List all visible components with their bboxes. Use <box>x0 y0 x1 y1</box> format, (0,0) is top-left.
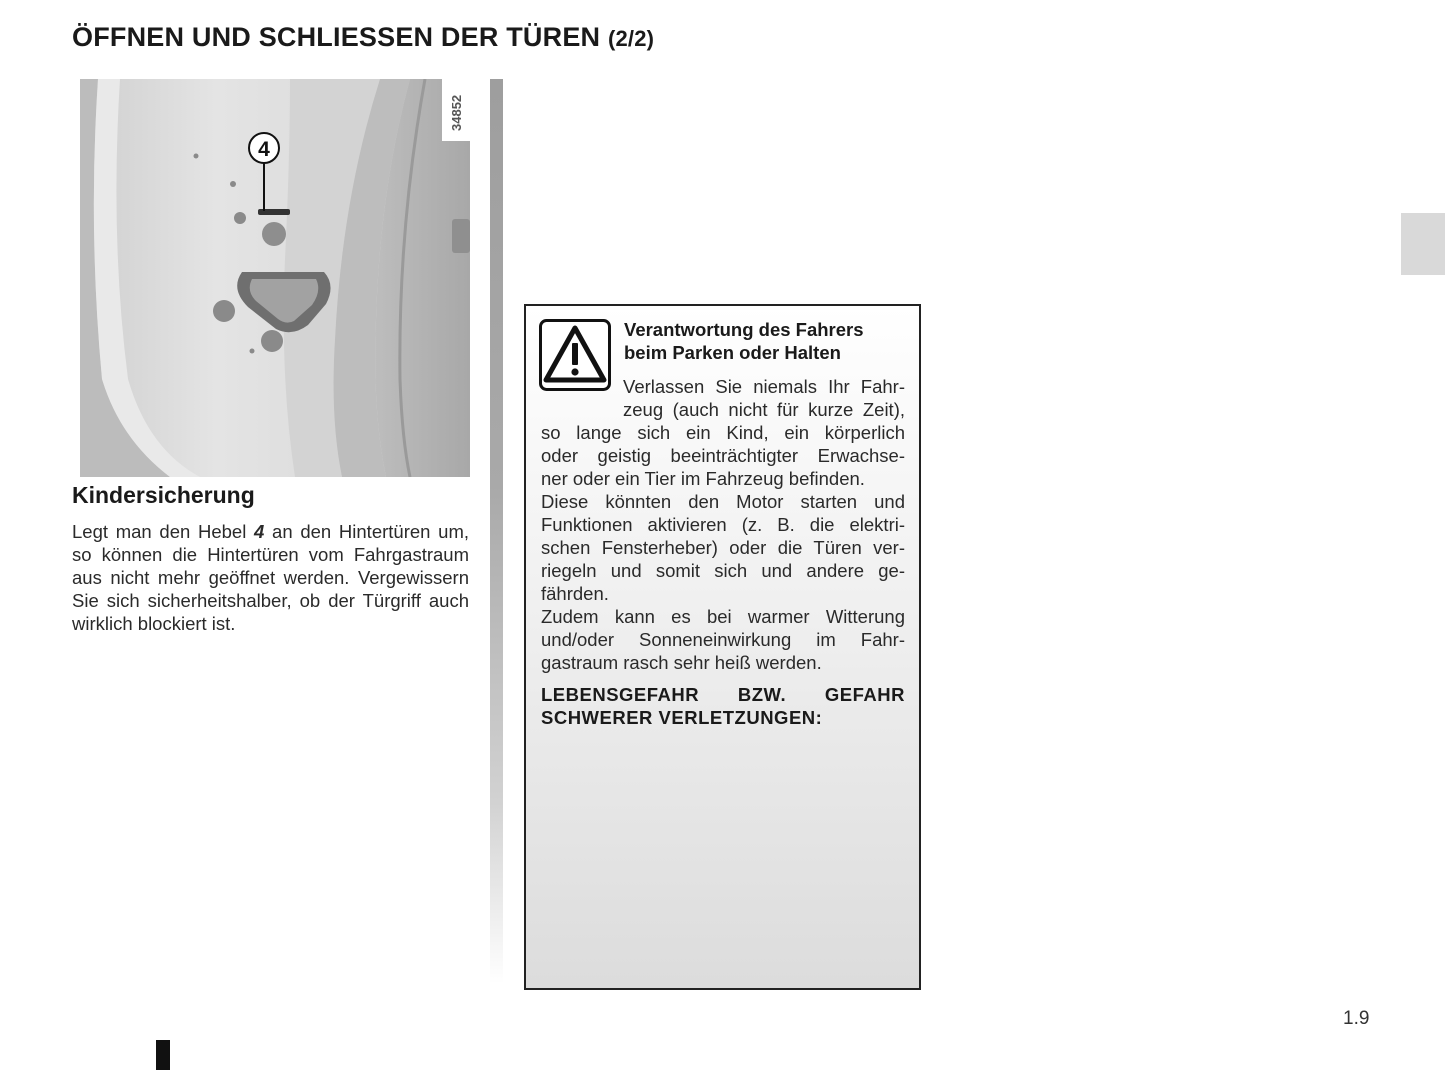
child-safety-lever <box>258 209 290 215</box>
body-text-end: an den Hintertüren um, so können die Hintertüren vom Fahrgastraum aus nicht mehr geöffnet werden. Vergewissern Sie sich sicherheitshalber, ob der Türgriff auch wirklich blockiert ist. <box>72 521 469 634</box>
page-number: 1.9 <box>1343 1008 1370 1029</box>
warning-line: ner oder ein Tier im Fahrzeug befinden. <box>541 468 865 489</box>
warning-line: schen Fensterheber) oder die Türen ver- <box>541 537 905 558</box>
page-title-part: (2/2) <box>607 26 655 51</box>
warning-danger-line1: LEBENSGEFAHR BZW. GEFAHR <box>541 684 905 705</box>
warning-line: gastraum rasch sehr heiß werden. <box>541 652 822 673</box>
warning-line: fährden. <box>541 583 609 604</box>
print-mark <box>156 1040 170 1070</box>
warning-title <box>624 318 906 364</box>
warning-lead-line2: zeug (auch nicht für kurze Zeit), <box>623 399 905 420</box>
warning-danger-line2: SCHWERER VERLETZUNGEN: <box>541 707 823 728</box>
warning-line: Funktionen aktivieren (z. B. die elektri- <box>541 514 905 535</box>
body-text-start: Legt man den Hebel <box>72 521 255 542</box>
warning-line: Diese könnten den Motor starten und <box>541 491 905 512</box>
page-title-text: ÖFFNEN UND SCHLIESSEN DER TÜREN <box>72 22 601 52</box>
section-heading: Kindersicherung <box>72 482 255 508</box>
warning-danger <box>541 683 905 729</box>
warning-box <box>524 304 921 990</box>
warning-line: so lange sich ein Kind, ein körperlich <box>541 422 905 443</box>
door-lock-illustration <box>80 79 470 477</box>
warning-line: Zudem kann es bei warmer Witterung <box>541 606 905 627</box>
reference-code: 34852 <box>449 94 464 131</box>
warning-line: riegeln und somit sich und andere ge- <box>541 560 905 581</box>
small-hole-2 <box>230 181 236 187</box>
latch-screw-1 <box>213 300 235 322</box>
small-hole-1 <box>234 212 246 224</box>
small-hole-3 <box>194 154 199 159</box>
warning-lead-line1: Verlassen Sie niemals Ihr Fahr- <box>623 376 905 397</box>
page-title <box>72 22 654 53</box>
door-lock-child-safety-illustration <box>80 79 470 477</box>
warning-line: oder geistig beeinträchtigter Erwachse- <box>541 445 905 466</box>
column-divider <box>490 79 503 984</box>
warning-title-line2: beim Parken oder Halten <box>624 342 841 363</box>
warning-line: und/oder Sonneneinwirkung im Fahr- <box>541 629 905 650</box>
callout-number: 4 <box>258 138 270 161</box>
lever-reference: 4 <box>254 521 265 542</box>
warning-title-line1: Verantwortung des Fahrers <box>624 319 864 340</box>
striker-pin <box>452 219 470 253</box>
section-body <box>72 520 469 635</box>
latch-screw-2 <box>261 330 283 352</box>
chapter-side-tab <box>1401 213 1445 275</box>
small-hole-4 <box>250 349 255 354</box>
lever-bolt <box>262 222 286 246</box>
warning-text <box>541 375 905 674</box>
